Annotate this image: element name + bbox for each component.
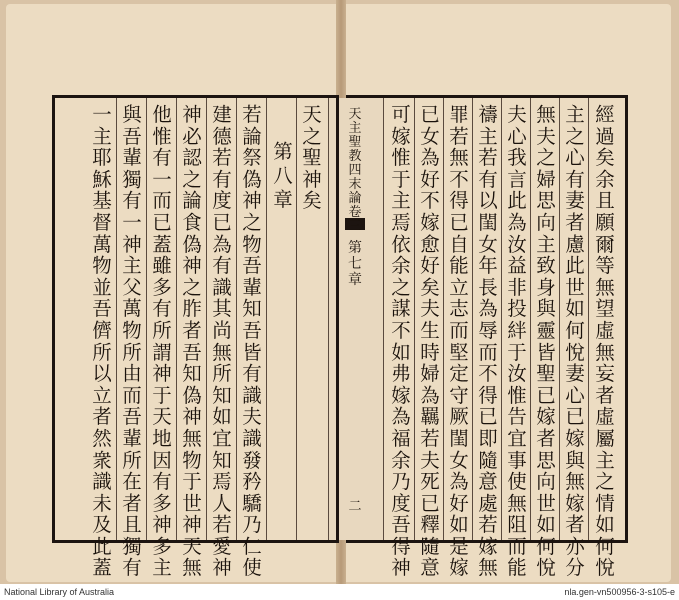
column-rule [296, 98, 297, 540]
left-text-column-4: 神必認之論食偽神之胙者吾知偽神無物于世神天無 [182, 103, 202, 580]
right-text-column-5: 禱主若有以閨女年長為辱而不得已即隨意處若嫁無 [478, 103, 498, 580]
left-text-column-3: 建德若有度已為有識其尚無所知如宜知焉人若愛神 [212, 103, 232, 580]
column-rule [501, 98, 502, 540]
fold-book-title: 天主聖教四末論卷三 [348, 107, 362, 234]
left-text-column-2: 若論祭偽神之物吾輩知吾皆有識夫識發矜驕乃仁使 [242, 103, 262, 580]
right-text-column-7: 已女為好不嫁愈好矣夫生時婦為羈若夫死已釋隨意 [420, 103, 440, 580]
right-text-column-4: 夫心我言此為汝益非投絆于汝惟告宜事使無阻而能 [507, 103, 527, 580]
column-rule [266, 98, 267, 540]
column-rule [236, 98, 237, 540]
library-credit: National Library of Australia [4, 587, 115, 597]
column-rule [414, 98, 415, 540]
chapter-8-heading: 第八章 [273, 140, 293, 211]
column-rule [530, 98, 531, 540]
right-text-column-8: 可嫁惟于主焉依余之謀不如弗嫁為福余乃度吾得神 [391, 103, 411, 580]
column-rule [559, 98, 560, 540]
left-text-column-5: 他惟有一而已蓋雖多有所謂神于天地因有多神多主 [152, 103, 172, 580]
left-text-column-7: 一主耶穌基督萬物並吾儕所以立者然衆識未及此蓋 [92, 103, 112, 580]
column-rule [176, 98, 177, 540]
right-text-column-1: 經過矣余且願爾等無望虛無妄者虛屬主之情如何悅 [595, 103, 615, 580]
column-rule [588, 98, 589, 540]
fold-page-number: 二 [348, 499, 362, 514]
credit-footer [0, 584, 679, 600]
image-identifier: nla.gen-vn500956-3-s105-e [564, 587, 675, 597]
column-rule [146, 98, 147, 540]
left-text-column-1: 天之聖神矣 [302, 103, 322, 213]
right-text-column-3: 無夫之婦思向主致身與靈皆聖已嫁者思向世如何悅 [536, 103, 556, 580]
column-rule [472, 98, 473, 540]
column-rule [116, 98, 117, 540]
right-text-column-6: 罪若無不得已自能立志而堅定守厥閨女為好如是嫁 [449, 103, 469, 580]
column-rule [206, 98, 207, 540]
column-rule [443, 98, 444, 540]
left-text-column-6: 與吾輩獨有一神主父萬物所由而吾輩所在者且獨有 [122, 103, 142, 580]
right-text-column-2: 主之心有妻者慮此世如何悅妻心已嫁與無嫁者亦分 [565, 103, 585, 580]
fold-chapter: 第七章 [348, 240, 362, 288]
